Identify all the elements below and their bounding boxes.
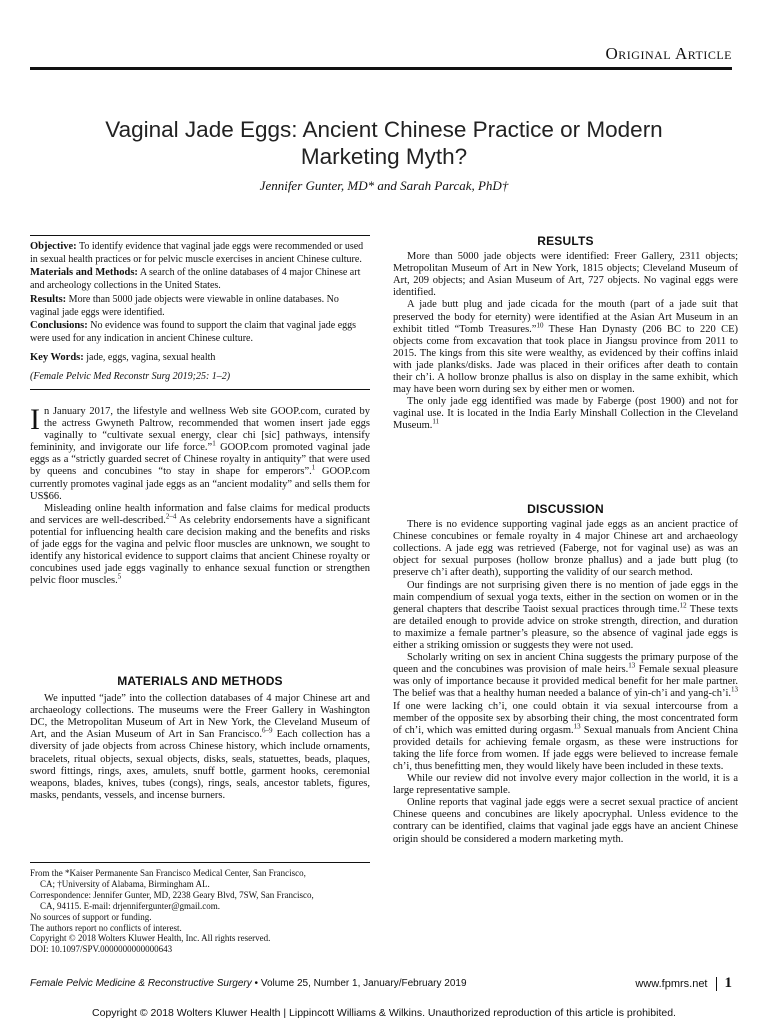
title-line-2: Marketing Myth? <box>300 144 468 169</box>
footer-journal-name: Female Pelvic Medicine & Reconstructive Surgery <box>30 978 252 989</box>
footnote-conflicts: The authors report no conflicts of interest. <box>30 922 182 933</box>
discussion-p3-d: Sexual manuals from Ancient China provided details for achieving female orgasm, as these were instructions for taking the life force from women. If jade eggs were believed to increase female ch’i, thus benefitting men, they would likely have been included in these texts. <box>393 724 738 772</box>
discussion-paragraph-4: While our review did not involve every major collection in the world, it is a large representative sample. <box>393 773 738 797</box>
discussion-p2-b: These texts are detailed enough to provide advice on stroke strength, direction, and duration to maximize a female partner’s pleasure, so the absence of vaginal jade eggs is either a striking omission or suggests they were not used. <box>393 603 738 652</box>
discussion-p3-a: Scholarly writing on sex in ancient China suggests the primary purpose of the queen and the concubines was provision of male heirs. <box>393 652 738 676</box>
footnote-correspondence-2: CA, 94115. E-mail: drjennifergunter@gmail.com. <box>40 900 220 911</box>
discussion-paragraph-3 <box>393 652 738 773</box>
page-number: 1 <box>724 975 732 991</box>
abstract-methods <box>30 267 370 292</box>
authors: Jennifer Gunter, MD* and Sarah Parcak, PhD† <box>259 178 509 193</box>
intro-p1-c: GOOP.com currently promotes vaginal jade eggs as an “ancient modality” and sells them for US$66. <box>30 466 370 502</box>
abstract-citation <box>30 371 370 390</box>
objective-text: To identify evidence that vaginal jade eggs were recommended or used in sexual health practices or for pelvic muscle exercises in ancient Chinese culture. <box>30 241 364 265</box>
ref-superscript: 5 <box>117 572 122 581</box>
ref-superscript: 2–4 <box>165 512 177 521</box>
discussion-p3-b: Female sexual pleasure was only of importance because it provided medical benefit for her male partner. The belief was that a healthy human needed a balance of yin-ch’i and yang-ch’i. <box>393 664 738 700</box>
footnotes <box>30 862 370 955</box>
discussion-p2-a: Our findings are not surprising given there is no mention of jade eggs in the main compendium of sexual yoga texts, either in the section on women or in the general chapters that describe Taoist sexual practices through time. <box>393 579 738 615</box>
copyright-bar: Copyright © 2018 Wolters Kluwer Health | Lippincott Williams & Wilkins. Unauthorized reproduction of this article is prohibited. <box>92 1007 676 1019</box>
ref-superscript: 13 <box>731 685 738 694</box>
abstract-results <box>30 294 370 319</box>
methods-paragraph-1 <box>30 693 370 802</box>
footnote-funding: No sources of support or funding. <box>30 911 152 922</box>
page-footer <box>30 975 732 993</box>
footer-right <box>635 975 732 992</box>
objective-label: Objective: <box>30 241 77 252</box>
results-paragraph-2 <box>393 299 738 396</box>
results-p2-a: A jade butt plug and jade cicada for the mouth (part of a jade suit that preserved the body for eternity) were identified at the Asian Art Museum in an exhibit titled “Tomb Treasures.” <box>393 299 738 335</box>
footer-journal-info <box>30 978 467 989</box>
citation-text: (Female Pelvic Med Reconstr Surg 2019;25: 1–2) <box>30 371 231 383</box>
footnote-doi: DOI: 10.1097/SPV.0000000000000643 <box>30 944 173 955</box>
intro-p1-a: n January 2017, the lifestyle and wellness Web site GOOP.com, curated by the actress Gwyneth Paltrow, recommended that women insert jade eggs vaginally to “cultivate sexual energy, clear chi [sic] pathways, intensify femininity, and invigorate our life force.” <box>30 406 370 454</box>
left-body-column <box>30 403 371 587</box>
ref-superscript: 13 <box>573 722 581 731</box>
abstract-conclusions <box>30 320 370 345</box>
intro-paragraph-2 <box>30 503 370 588</box>
footer-separator <box>716 977 717 991</box>
left-methods-column <box>30 675 370 802</box>
right-discussion-column <box>393 503 738 846</box>
conclusions-label: Conclusions: <box>30 320 88 332</box>
ref-superscript: 12 <box>679 601 687 610</box>
keywords-label: Key Words: <box>30 351 84 363</box>
footnote-affiliation-2: CA; †University of Alabama, Birmingham AL. <box>40 878 210 889</box>
ref-superscript: 1 <box>212 439 216 448</box>
results-paragraph-1: More than 5000 jade objects were identified: Freer Gallery, 2311 objects; Metropolitan Museum of Art in New York, 1815 objects; Cleveland Museum of Art, 209 objects; and Asian Museum of Art, 727 objects. No vaginal eggs were identified. <box>393 251 738 299</box>
results-p2-b: These Han Dynasty (206 BC to 220 CE) objects come from excavation that took place in Jiangsu province from 2011 to 2015. The kings from this site were wealthy, as evidenced by their coffins inlaid with jade planks/disks. Jade was placed in their orifices after death to contain their ch’i. A hollow bronze phallus is also on display in the same exhibit, which may have been worn during sex by either men or women. <box>393 323 738 396</box>
methods-p1-a: We inputted “jade” into the collection databases of 4 major Chinese art and archaeology collections. The museums were the Freer Gallery in Washington DC, the Metropolitan Museum of Art in New York, the Cleveland Museum of Art, and the Asian Museum of Art in San Francisco. <box>30 693 370 741</box>
ref-superscript: 1 <box>311 463 316 472</box>
footnote-affiliation-1: From the *Kaiser Permanente San Francisco Medical Center, San Francisco, <box>30 868 306 878</box>
drop-cap: I <box>30 403 40 436</box>
right-results-column <box>393 235 738 433</box>
abstract <box>30 235 370 391</box>
ref-superscript: 6–9 <box>261 726 273 735</box>
methods-p1-b: Each collection has a diversity of jade objects from across Chinese history, which include ornaments, bracelets, ritual objects, sexual objects, disks, seals, statuettes, beads, plaques, sword fittings, rings, axes, amulets, snuff bottle, garment hooks, ceremonial weapons, blades, knives, tubes (congs), rings, seals, ancestor tablets, figures, masks, pendants, vessels, and incense burners. <box>30 729 370 801</box>
footnote-copyright: Copyright © 2018 Wolters Kluwer Health, Inc. All rights reserved. <box>30 933 271 944</box>
results-heading: RESULTS <box>537 234 594 248</box>
results-label: Results: <box>30 293 67 305</box>
footnote-correspondence-1: Correspondence: Jennifer Gunter, MD, 2238 Geary Blvd, 7SW, San Francisco, <box>30 889 314 900</box>
ref-superscript: 13 <box>628 661 636 670</box>
keywords-text: jade, eggs, vagina, sexual health <box>86 351 216 363</box>
discussion-paragraph-2 <box>393 580 738 653</box>
footer-site-link[interactable]: www.fpmrs.net <box>635 977 708 990</box>
intro-paragraph-1 <box>30 403 370 503</box>
results-p3-a: The only jade egg identified was made by Faberge (post 1900) and not for vaginal use. It is located in the India Early Minshall Collection in the Cleveland Museum. <box>393 396 738 432</box>
abstract-keywords <box>30 352 370 365</box>
results-text: More than 5000 jade objects were viewable in online databases. No vaginal jade eggs were identified. <box>30 293 339 318</box>
footer-bullet: • <box>254 978 259 989</box>
footer-volume: Volume 25, Number 1, January/February 2019 <box>260 978 467 989</box>
abstract-objective <box>30 241 370 266</box>
ref-superscript: 10 <box>536 321 544 330</box>
discussion-paragraph-5: Online reports that vaginal jade eggs were a secret sexual practice of ancient Chinese queens and concubines are likely apocryphal. Unless evidence to the contrary can be identified, claims that vaginal jade eggs have an ancient Chinese origin should be considered a modern marketing myth. <box>393 797 738 845</box>
ref-superscript: 11 <box>432 417 440 426</box>
discussion-paragraph-1: There is no evidence supporting vaginal jade eggs as an ancient practice of Chinese concubines or female royalty in 4 major Chinese art and archaeology collections. A jade egg was retrieved (Faberge, not for vaginal use) as was an object for sexual purposes (hollow bronze phallus) and a jade butt plug (to preserve ch’i after death), supporting the validity of our search method. <box>393 519 738 579</box>
discussion-p3-c: If one were lacking ch’i, one could obtain it via sexual intercourse from a member of the opposite sex by absorbing their ching, the most concentrated form of ch’i, which was emitted during orgasm. <box>393 700 738 736</box>
intro-p1-b: GOOP.com promoted vaginal jade eggs as a “strictly guarded secret of Chinese royalty in antiquity” that were used by queens and concubines “to stay in shape for emperors”. <box>30 442 370 478</box>
header-rule <box>30 67 732 70</box>
header-label: Original Article <box>605 44 732 63</box>
conclusions-text: No evidence was found to support the claim that vaginal jade eggs were used for any indication in ancient Chinese culture. <box>30 320 357 344</box>
results-paragraph-3 <box>393 396 738 432</box>
article-title <box>30 116 738 170</box>
methods-heading: MATERIALS AND METHODS <box>117 674 283 688</box>
title-line-1: Vaginal Jade Eggs: Ancient Chinese Practice or Modern <box>105 117 663 142</box>
intro-p2-b: As celebrity endorsements have a significant potential for influencing health care decision making and the benefits and risks of jade eggs for the vagina and pelvic floor muscles are unknown, we sought to identify any historical evidence to support claims that ancient Chinese royalty or concubines used jade eggs vaginally to enhance sexual function or strengthen pelvic floor muscles. <box>30 514 371 587</box>
discussion-heading: DISCUSSION <box>527 502 604 516</box>
methods-text: A search of the online databases of 4 major Chinese art and archeology collections in the United States. <box>30 267 361 292</box>
intro-p2-a: Misleading online health information and false claims for medical products and services are well-described. <box>30 502 370 526</box>
methods-label: Materials and Methods: <box>30 267 138 279</box>
